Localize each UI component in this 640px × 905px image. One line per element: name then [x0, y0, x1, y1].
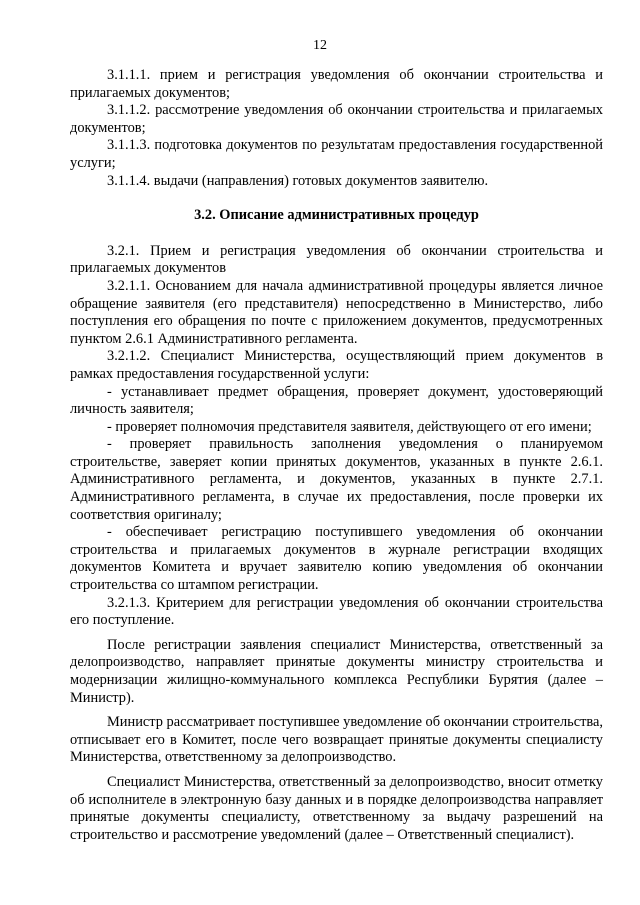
- list-item-registration: - обеспечивает регистрацию поступившего уведомления об окончании строительства и прилагаемых документов в журнале регистрации входящих документов Комитета и вручает заявителю копию уведомления об окончании строительства со штампом регистрации.: [70, 524, 603, 594]
- section-heading: 3.2. Описание административных процедур: [194, 207, 479, 224]
- list-item-authority: - проверяет полномочия представителя заявителя, действующего от его имени;: [107, 418, 592, 435]
- paragraph-gap: [70, 630, 603, 637]
- paragraph-3-1-1-2: 3.1.1.2. рассмотрение уведомления об окончании строительства и прилагаемых документов;: [70, 102, 603, 136]
- paragraph-3-1-1-1: 3.1.1.1. прием и регистрация уведомления об окончании строительства и прилагаемых документов;: [70, 67, 603, 101]
- paragraph-after-registration: После регистрации заявления специалист Министерства, ответственный за делопроизводство, направляет принятые документы министру строительства и модернизации жилищно-коммунального комплекса Республики Бурятия (далее – Министр).: [70, 636, 603, 706]
- paragraph-gap: [70, 767, 603, 774]
- paragraph-3-2-1-2: 3.2.1.2. Специалист Министерства, осуществляющий прием документов в рамках предоставления государственной услуги:: [70, 348, 603, 382]
- paragraph-3-1-1-4: 3.1.1.4. выдачи (направления) готовых документов заявителю.: [107, 172, 489, 189]
- paragraph-3-2-1-3: 3.2.1.3. Критерием для регистрации уведомления об окончании строительства его поступление.: [70, 594, 603, 629]
- paragraph-minister: Министр рассматривает поступившее уведомление об окончании строительства, отписывает его в Комитет, после чего возвращает принятые документы специалисту Министерства, ответственному за делопроизводство.: [70, 714, 603, 766]
- paragraph-3-2-1-1: 3.2.1.1. Основанием для начала административной процедуры является личное обращение заявителя (его представителя) непосредственно в Министерство, либо поступления его обращения по почте с приложением документов, предусмотренных пунктом 2.6.1 Административного регламента.: [70, 277, 603, 347]
- paragraph-3-1-1-3: 3.1.1.3. подготовка документов по результатам предоставления государственной услуги;: [70, 137, 603, 171]
- page-number: 12: [313, 38, 327, 53]
- paragraph-gap: [70, 707, 603, 714]
- paragraph-specialist: Специалист Министерства, ответственный за делопроизводство, вносит отметку об исполнителе в электронную базу данных и в порядке делопроизводства направляет принятые документы специалисту, ответственному за выдачу разрешений на строительство и рассмотрение уведомлений (далее – Ответственный специалист).: [70, 773, 603, 843]
- document-body: [70, 67, 603, 844]
- list-item-check-filling: - проверяет правильность заполнения уведомления о планируемом строительстве, заверяет копии принятых документов, указанных в пункте 2.6.1. Административного регламента, и документов, указанных в пункте 2.7.1. Административного регламента, в случае их предоставления, после проверки их соответствия оригиналу;: [70, 436, 603, 523]
- paragraph-3-2-1: 3.2.1. Прием и регистрация уведомления об окончании строительства и прилагаемых документов: [70, 242, 603, 277]
- list-item-subject: - устанавливает предмет обращения, проверяет документ, удостоверяющий личность заявителя;: [70, 383, 603, 418]
